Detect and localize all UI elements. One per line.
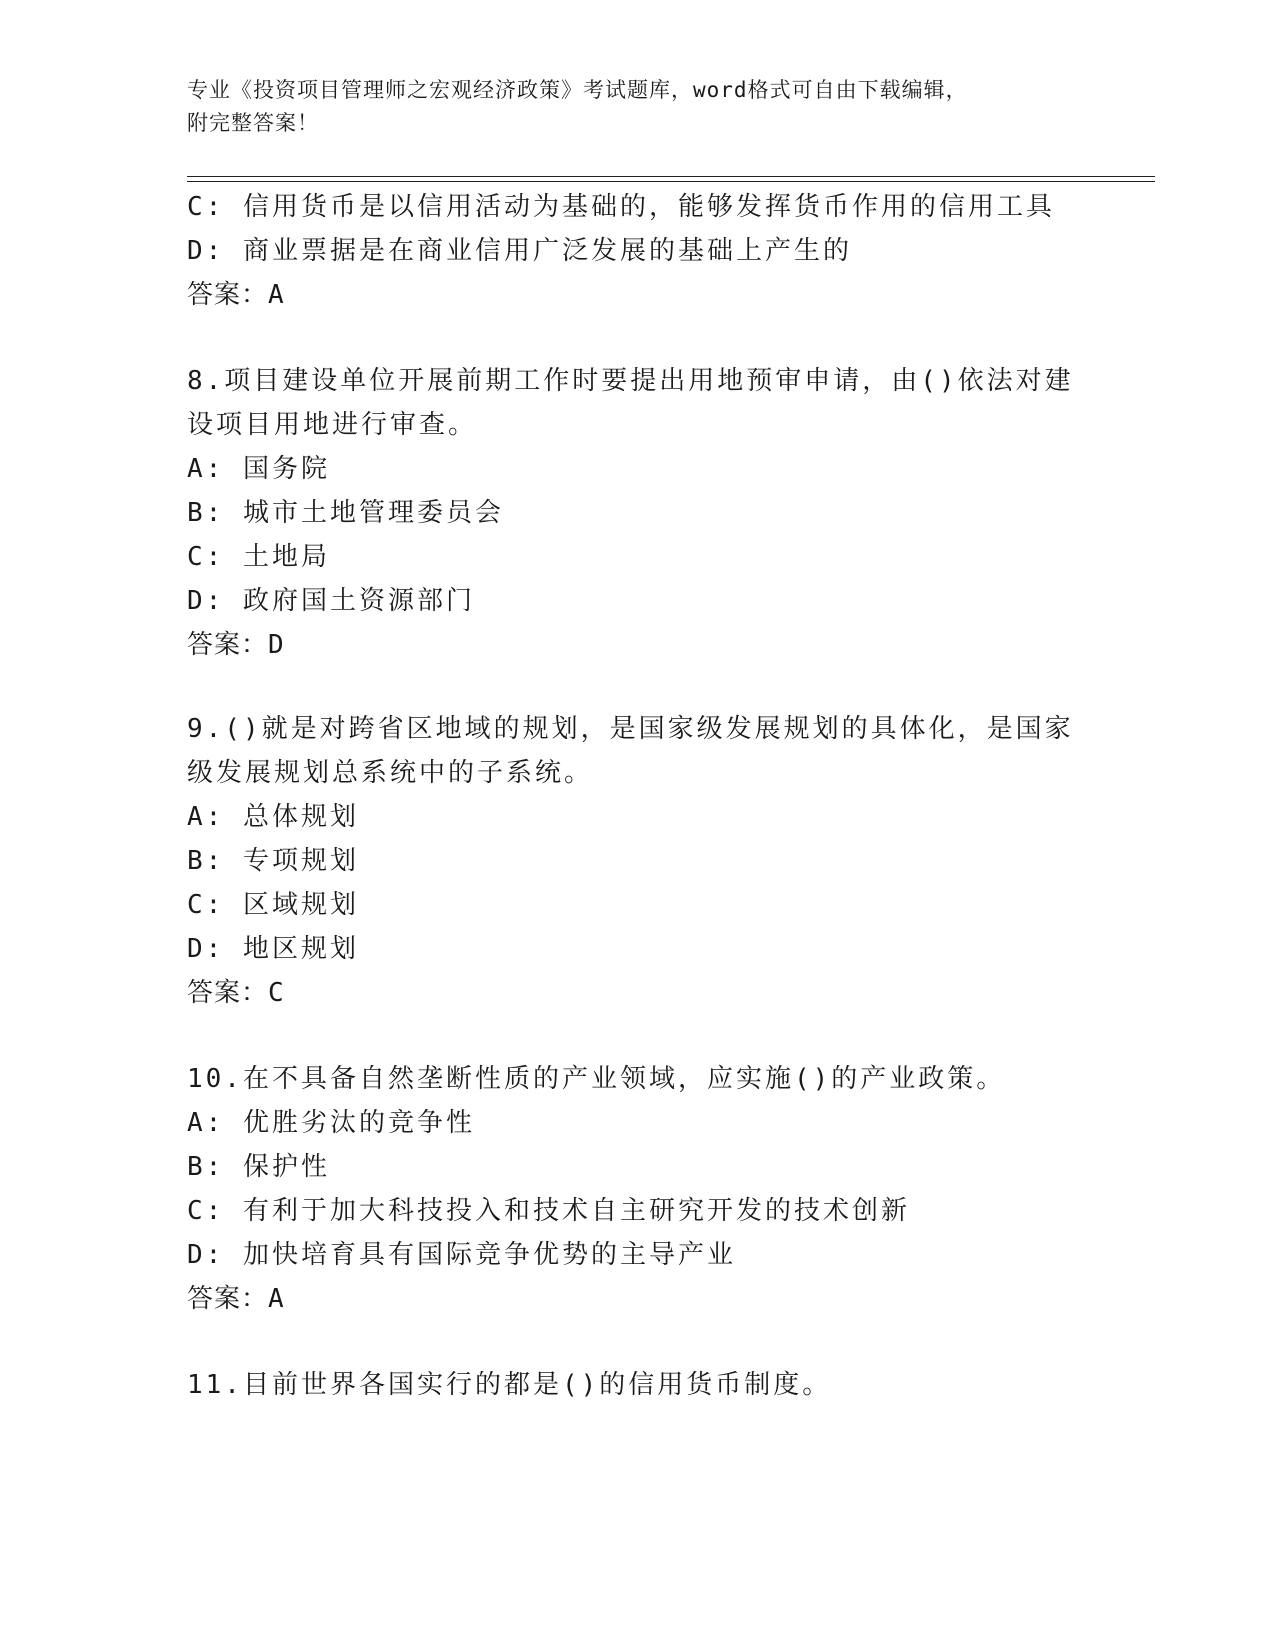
question-10-option-d: D: 加快培育具有国际竞争优势的主导产业 [187, 1240, 736, 1270]
header-line-2: 附完整答案！ [187, 111, 319, 135]
prev-option-c: C: 信用货币是以信用活动为基础的，能够发挥货币作用的信用工具 [187, 192, 1055, 222]
answer-label: 答案： [187, 630, 269, 660]
question-8-option-a: A: 国务院 [187, 454, 330, 484]
question-10-stem-line-1: 10.在不具备自然垄断性质的产业领域，应实施()的产业政策。 [187, 1064, 1006, 1094]
header-divider-top [187, 176, 1155, 177]
prev-option-d: D: 商业票据是在商业信用广泛发展的基础上产生的 [187, 236, 852, 266]
question-9-option-d: D: 地区规划 [187, 934, 359, 964]
answer-label: 答案： [187, 1284, 269, 1314]
answer-label: 答案： [187, 280, 269, 310]
question-9-answer [187, 976, 285, 1010]
question-10-option-b: B: 保护性 [187, 1152, 330, 1182]
prev-answer [187, 278, 285, 312]
question-10-option-a: A: 优胜劣汰的竞争性 [187, 1108, 475, 1138]
question-10-answer [187, 1282, 285, 1316]
answer-value: A [268, 280, 285, 310]
question-9-option-a: A: 总体规划 [187, 802, 359, 832]
question-10-option-c: C: 有利于加大科技投入和技术自主研究开发的技术创新 [187, 1196, 910, 1226]
header-line-1: 专业《投资项目管理师之宏观经济政策》考试题库，word格式可自由下载编辑， [187, 78, 968, 102]
question-8-stem-line-2: 设项目用地进行审查。 [187, 410, 478, 440]
answer-value: D [268, 630, 285, 660]
question-9-stem-line-2: 级发展规划总系统中的子系统。 [187, 758, 594, 788]
question-11-stem-line-1: 11.目前世界各国实行的都是()的信用货币制度。 [187, 1370, 832, 1400]
answer-label: 答案： [187, 978, 269, 1008]
answer-value: C [268, 978, 285, 1008]
question-8-option-d: D: 政府国土资源部门 [187, 586, 475, 616]
question-8-option-c: C: 土地局 [187, 542, 330, 572]
header-divider-bottom [187, 181, 1155, 182]
question-8-stem-line-1: 8.项目建设单位开展前期工作时要提出用地预审申请，由()依法对建 [187, 366, 1074, 396]
question-9-option-c: C: 区域规划 [187, 890, 359, 920]
question-9-stem-line-1: 9.()就是对跨省区地域的规划，是国家级发展规划的具体化，是国家 [187, 714, 1074, 744]
question-9-option-b: B: 专项规划 [187, 846, 359, 876]
question-8-option-b: B: 城市土地管理委员会 [187, 498, 504, 528]
answer-value: A [268, 1284, 285, 1314]
document-header [187, 74, 1067, 140]
question-8-answer [187, 628, 285, 662]
